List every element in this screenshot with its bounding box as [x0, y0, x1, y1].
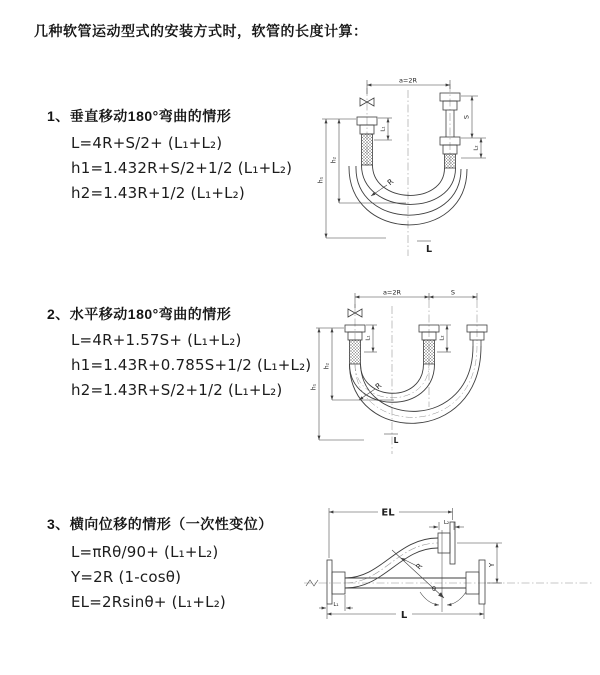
pipe-fittings	[357, 93, 460, 168]
h-inner-label: h₂	[330, 156, 338, 164]
span-label: a=2R	[398, 76, 418, 85]
fit-right-label: L₂	[443, 520, 450, 526]
section-3-heading: 3、横向位移的情形（一次性变位）	[47, 516, 273, 532]
formula-1-h2: h2=1.43R+1/2 (L₁+L₂)	[71, 184, 245, 202]
stroke-label: S	[450, 288, 456, 297]
radius-label: R	[373, 380, 384, 392]
centerlines	[304, 543, 592, 583]
centerlines	[355, 300, 477, 454]
formula-2-h1: h1=1.43R+0.785S+1/2 (L₁+L₂)	[71, 356, 312, 374]
span-label: a=2R	[382, 288, 402, 297]
diagram-horizontal-180-bend	[306, 282, 596, 460]
formula-3-length: L=πRθ/90+ (L₁+L₂)	[71, 543, 219, 561]
h-inner-label: h₂	[323, 362, 331, 370]
angle-label: θ	[432, 585, 436, 593]
stroke-label: S	[462, 114, 471, 120]
pipe-fittings	[345, 325, 487, 364]
length-label: L	[393, 436, 399, 445]
fit-left-label: L₁	[380, 126, 387, 132]
formula-1-h1: h1=1.432R+S/2+1/2 (L₁+L₂)	[71, 159, 293, 177]
dimension-lines	[319, 508, 502, 619]
h-outer-label: h₁	[310, 383, 318, 391]
dimension-lines	[322, 80, 486, 241]
formula-2-h2: h2=1.43R+S/2+1/2 (L₁+L₂)	[71, 381, 283, 399]
hose-curves	[350, 346, 482, 423]
formula-2-length: L=4R+1.57S+ (L₁+L₂)	[71, 331, 242, 349]
fit-right-label: L₂	[439, 335, 446, 341]
fit-right-label: L₂	[473, 145, 480, 151]
fit-left-label: L₁	[333, 602, 339, 608]
diagram-lateral-displacement	[296, 500, 598, 640]
formula-1-length: L=4R+S/2+ (L₁+L₂)	[71, 134, 223, 152]
centerline-break-mark	[306, 580, 318, 586]
length-label: L	[400, 610, 408, 621]
radius-label: R	[385, 176, 396, 188]
radius-label: R	[413, 561, 425, 572]
fit-left-label: L₁	[365, 335, 372, 341]
section-1-heading: 1、垂直移动180°弯曲的情形	[47, 108, 232, 124]
formula-3-y: Y=2R (1-cosθ)	[71, 568, 182, 586]
hose-centerline-arcs	[355, 346, 477, 417]
diagram-vertical-180-bend	[310, 70, 598, 262]
radius-callout	[359, 381, 383, 400]
hose-curves	[345, 538, 466, 588]
h-outer-label: h₁	[317, 176, 325, 184]
page-title: 几种软管运动型式的安装方式时，软管的长度计算：	[34, 23, 368, 39]
section-2-heading: 2、水平移动180°弯曲的情形	[47, 306, 232, 322]
centerlines	[367, 84, 450, 256]
formula-3-el: EL=2Rsinθ+ (L₁+L₂)	[71, 593, 226, 611]
el-label: EL	[381, 507, 395, 519]
length-label: L	[425, 244, 433, 255]
offset-label: Y	[488, 562, 496, 568]
dimension-lines	[316, 293, 477, 440]
